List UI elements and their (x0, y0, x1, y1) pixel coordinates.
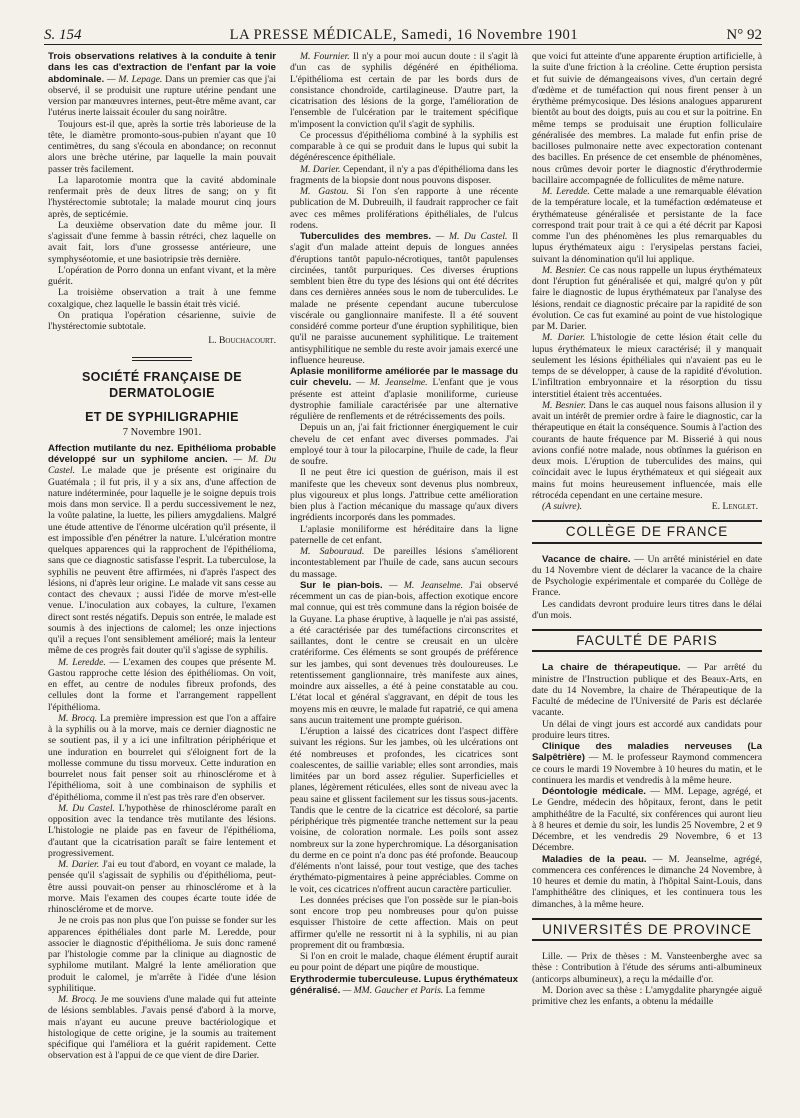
paragraph: que voici fut atteinte d'une apparente éruption artificielle, à la suite d'une friction à la créoline. Cette éruption persista et fut suivie de démangeaisons vives, d'un certain degré d'œdème et de tuméfaction qui nous firent penser à un érythème prémycosique. Des lésions analogues apparurent bientôt au bout des doigts, puis au cou et sur la poitrine. En même temps se produisait une éruption folliculaire généralisée des membres. La malade fut enfin prise de bacilloses pulmonaire nette avec expectoration contenant des bacilles. En présence de cet ensemble de phénomènes, nous crûmes devoir porter le diagnostic d'érythrodermie bacillaire accompagnée de folliculites de même nature. (532, 51, 762, 186)
speaker: M. Besnier. (542, 264, 587, 276)
society-heading-1: SOCIÉTÉ FRANÇAISE DE DERMATOLOGIE (81, 369, 243, 400)
paragraph: Lille. — Prix de thèses : M. Vansteenberghe avec sa thèse : Contribution à l'étude des sérums anti-albumineux (anticorps albumineux), a reçu la médaille d'or. (532, 951, 762, 985)
paragraph: J'ai eu tout d'abord, en voyant ce malade, la pensée qu'il s'agissait de syphilis ou d'épithélioma, peut-être aussi pouvait-on penser au rhinosclérome et à la morve. Mais l'examen des coupes écarte toute idée de rhinosclérome et de morve. (48, 859, 276, 915)
paragraph: La femme (445, 984, 485, 996)
article-title: Affection mutilante du nez. Epithélioma probable développé sur un syphilome ancien. (48, 442, 276, 465)
speaker: M. Brocq. (58, 994, 98, 1005)
article-author: — M. Du Castel. (48, 454, 276, 477)
speaker: M. Leredde. (542, 186, 590, 197)
signature: L. Bouchacourt. (208, 335, 276, 347)
paragraph: Ce processus d'épithélioma combiné à la syphilis est comparable à ce qui se produit dans le lupus qui subit la dégénérescence épithéliale. (290, 129, 518, 164)
paragraph: Si l'on en croit le malade, chaque élément éruptif aurait eu pour point de départ une piqûre de moustique. (290, 951, 518, 974)
column-1: Trois observations relatives à la conduite à tenir dans les cas d'extraction de l'enfant par la voie abdominale. — M. Lepage. Dans un premier cas que j'ai observé, il se produisit une rupture utérine pendant une version par manœuvres internes, peut-être même avant, car l'utérus inerte laissait écouler du sang noirâtre. Toujours est-il que, après la sortie très laborieuse de la tête, le diamètre promonto-sous-pubien n'ayant que 10 centimètres, du sang s'écoula en abondance; on reconnut alors une brèche utérine, par laquelle la main pouvait passer très facilement. La laparotomie montra que la cavité abdominale renfermait près de deux litres de sang; on y fit l'hystérectomie subtotale; la malade mourut cinq jours après, de septicémie. La deuxième observation date du même jour. Il s'agissait d'une femme à bassin rétréci, chez laquelle on avait fait, lors d'une grossesse antérieure, une symphyséotomie, et une basiotripsie très dernière. L'opération de Porro donna un enfant vivant, et la mère guérit. La troisième observation a trait à une femme coxalgique, chez laquelle le bassin était très vicié. On pratiqua l'opération césarienne, suivie de l'hystérectomie subtotale. L. Bouchacourt. SOCIÉTÉ FRANÇAISE DE DERMATOLOGIE ET DE SYPHILIGRAPHIE 7 Novembre 1901. Affection mutilante du nez. Epithélioma probable développé sur un syphilome ancien. — M. Du Castel. Le malade que je présente est originaire du Guatémala ; il fut pris, il y a six ans, d'une affection de nature indéterminée, pour laquelle je le soigne depuis trois mois dans mon service. Il a perdu successivement le nez, la voûte palatine, la luette, les piliers amygdaliens. Malgré une étude attentive de l'énorme ulcération qu'il présente, il est impossible d'en pénétrer la nature. L'ulcération montre quelques apparences qui la rapprochent de l'épithélioma, sans que ce diagnostic satisfasse l'esprit. La tuberculose, la syphilis ne peuvent être affirmées, ni d'après l'aspect des lésions, ni d'après leur origine. Le malade vit sans cesse au contact des chevaux ; aussi l'idée de morve m'est-elle venue. L'inoculation aux cobayes, la culture, l'examen direct sont restés négatifs. Depuis son entrée, le malade est soumis à des injections de calomel; les onze injections qu'il a reçues l'ont sensiblement amélioré; mais la lenteur même de ces progrès fait douter qu'il s'agisse de syphilis. M. Leredde. — L'examen des coupes que présente M. Gastou rapproche cette lésion des épithéliomas. On voit, en effet, au centre de nodules fibreux profonds, des cellules dont la forme et l'arrangement rappellent l'épithélioma. M. Brocq. La première impression est que l'on a affaire à la syphilis ou à la morve, mais ce dernier diagnostic ne se soutient pas, il y a ici une infiltration périphérique et une induration en bourrelet qui s'éloignent fort de la mollesse commune du tissu morveux. Cette induration en bourrelet nous fait penser soit au rhinosclérome et à l'épithélioma, soit à une combinaison de syphilis et d'épithélioma, comme il n'est pas très rare d'en observer. M. Du Castel. L'hypothèse de rhinosclérome paraît en opposition avec la tendance très mutilante des lésions. L'histologie ne plaide pas en faveur de l'épithélioma, d'autant que la cicatrisation paraît se faire lentement et progressivement. M. Darier. J'ai eu tout d'abord, en voyant ce malade, la pensée qu'il s'agissait de syphilis ou d'épithélioma, peut-être aussi pouvait-on penser au rhinosclérome et à la morve. Mais l'examen des coupes écarte toute idée de rhinosclérome et de morve. Je ne crois pas non plus que l'on puisse se fonder sur les apparences épithéliales dont parle M. Leredde, pour associer le diagnostic d'épithélioma. Je suis donc ramené par l'histologie comme par la clinique au diagnostic de syphilome mutilant. Malgré la lente amélioration que produit le calomel, je m'arrête à l'idée d'une lésion syphilitique. M. Brocq. Je me souviens d'une malade qui fut atteinte de lésions semblables. J'avais pensé d'abord à la morve, mais n'ayant eu aucune preuve bactériologique et histologique de cette origine, je la soumis au traitement spécifique qui l'améliora et la guérit rapidement. Cette observation est à l'appui de ce que vient de dire Darier. (48, 51, 276, 1062)
paragraph: La première impression est que l'on a affaire à la syphilis ou à la morve, mais ce dernier diagnostic ne se soutient pas, il y a ici une infiltration périphérique et une induration en bourrelet qui s'éloignent fort de la mollesse commune du tissu morveux. Cette induration en bourrelet nous fait penser soit au rhinosclérome et à l'épithélioma, soit à une combinaison de syphilis et d'épithélioma, comme il n'est pas très rare d'en observer. (48, 712, 276, 803)
article-title: Erythrodermie tuberculeuse. Lupus érythémateux généralisé. (290, 973, 518, 996)
obs-author: — M. Lepage. (106, 73, 163, 85)
page-number: S. 154 (44, 27, 82, 43)
notice-title: Clinique des maladies nerveuses (La Salpêtrière) (532, 741, 762, 764)
paragraph: Le malade que je présente est originaire du Guatémala ; il fut pris, il y a six ans, d'une affection de nature indéterminée, pour laquelle je le soigne depuis trois mois dans mon service. Il a perdu successivement le nez, la voûte palatine, la luette, les piliers amygdaliens. Malgré une étude attentive de l'énorme ulcération qu'il présente, il est impossible d'en pénétrer la nature. L'ulcération montre quelques apparences qui la rapprochent de l'épithélioma, sans que ce diagnostic satisfasse l'esprit. La tuberculose, la syphilis ne peuvent être affirmées, ni d'après l'aspect des lésions, ni d'après leur origine. Le malade vit sans cesse au contact des chevaux ; aussi l'idée de morve m'est-elle venue. L'inoculation aux cobayes, la culture, l'examen direct sont restés négatifs. Depuis son entrée, le malade est soumis à des injections de calomel; les onze injections qu'il a reçues l'ont sensiblement amélioré; mais la lenteur même de ces progrès fait douter qu'il s'agisse de syphilis. (48, 465, 276, 657)
notice-title: Déontologie médicale. (542, 786, 646, 797)
paragraph: Il n'y a pour moi aucun doute : il s'agit là d'un cas de syphilis dégénéré en épithélioma. L'épithélioma est certain de par les bords durs de consistance chondroïde, cartilagineuse. D'autre part, la cicatrisation des lésions de la gorge, l'amélioration de l'ensemble de l'ulcération par le traitement spécifique m'imposent la conviction qu'il s'agit de syphilis. (290, 51, 518, 130)
paragraph: Il s'agit d'un malade atteint depuis de longues années d'éruptions tantôt papulo-nécrotiques, tantôt papulenses circinées, tantôt purpuriques. Ces diverses éruptions semblent bien être du type des lésions qui ont été décrites dans ces dernières années sous le nom de tuberculides. Le malade ne présente cependant aucune tuberculose viscérale ou ganglionnaire manifeste. Il a été souvent considéré comme porteur d'une éruption syphilitique, bien qu'il ne paraisse aucunement syphilitique. Le traitement antisyphilitique ne semble du reste avoir jamais exercé une influence heureuse. (290, 231, 518, 366)
paragraph: La deuxième observation date du même jour. Il s'agissait d'une femme à bassin rétréci, chez laquelle on avait fait, lors d'une grossesse antérieure, une symphyséotomie, et une basiotripsie très dernière. (48, 219, 276, 265)
notice-title: Vacance de chaire. (542, 553, 631, 565)
speaker: M. Du Castel. (58, 802, 115, 814)
paragraph: L'examen des coupes que présente M. Gastou rapproche cette lésion des épithéliomas. On voit, en effet, au centre de nodules fibreux profonds, des cellules dont la forme et l'arrangement rappellent l'épithélioma. (48, 656, 276, 713)
speaker: M. Darier. (58, 859, 100, 870)
paragraph: Il ne peut être ici question de guérison, mais il est manifeste que les cheveux sont devenus plus nombreux, plus vigoureux et plus longs. J'attribue cette amélioration bien plus à l'action mécanique du massage qu'aux divers ingrédients incorporés dans les pommades. (290, 467, 518, 524)
paragraph: — Par arrêté du ministre de l'Instruction publique et des Beaux-Arts, en date du 14 Novembre, la chaire de Thérapeutique de la Faculté de médecine de l'Université de Paris est déclarée vacante. (532, 662, 762, 719)
to-be-continued: (A suivre). (542, 501, 583, 512)
notice-title: La chaire de thérapeutique. (542, 662, 681, 674)
paragraph: L'éruption a laissé des cicatrices dont l'aspect diffère suivant les régions. Sur les jambes, où les ulcérations ont été nombreuses et profondes, les cicatrices sont coalescentes, de saillie variable; elles sont arrondies, mais limitées par un bord assez régulier. Superficielles et planes, légèrement réticulées, elles sont de niveau avec la peau saine et glissent facilement sur les tissus sous-jacents. Tandis que le centre de la cicatrice est décoloré, sa partie périphérique très pigmentée tranche nettement sur la peau voisine, de coloration normale. Les poils sont assez nombreux sur la zone hyperchromique. La désorganisation du derme en ce point n'a donc pas été profonde. Beaucoup d'éléments n'ont laissé, pour tout vestige, que des taches érythémato-pigmentaires à peine appréciables. Comme on le voit, ces cicatrices n'offrent aucun caractère particulier. (290, 726, 518, 895)
paragraph: Je ne crois pas non plus que l'on puisse se fonder sur les apparences épithéliales dont parle M. Leredde, pour associer le diagnostic d'épithélioma. Je suis donc ramené par l'histologie comme par la clinique au diagnostic de syphilome mutilant. Malgré la lente amélioration que produit le calomel, je m'arrête à l'idée d'une lésion syphilitique. (48, 915, 276, 994)
paragraph: L'histologie de cette lésion était celle du lupus érythémateux le mieux caractérisé; il y manquait seulement les lésions épithéliales qui n'avaient pas eu le temps de se développer, à cause de la rapidité d'évolution. L'infiltration embryonnaire et la résorption du tissu interstitiel étaient très accentuées. (532, 332, 762, 400)
paragraph: L'enfant que je vous présente est atteint d'aplasie moniliforme, curieuse dystrophie familiale caractérisée par une alternative régulière de renflements et de rétrécissements des poils. (290, 377, 518, 422)
paragraph: — Un arrêté ministériel en date du 14 Novembre vient de déclarer la vacance de la chaire de Psychologie expérimentale et comparée du Collège de France. (532, 553, 762, 599)
paragraph: La laparotomie montra que la cavité abdominale renfermait près de deux litres de sang; on y fit l'hystérectomie subtotale; la malade mourut cinq jours après, de septicémie. (48, 174, 276, 220)
paragraph: De pareilles lésions s'améliorent incontestablement par l'huile de cade, sans aucun secours du massage. (290, 546, 518, 580)
paragraph: Les candidats devront produire leurs titres dans le délai d'un mois. (532, 598, 762, 621)
speaker: M. Darier. (300, 163, 341, 175)
article-columns (48, 51, 762, 1111)
article-title: Sur le pian-bois. (300, 579, 383, 591)
notice-title: Maladies de la peau. (542, 853, 647, 865)
article-author: — M. Jeanselme. (388, 579, 464, 591)
section-heading-college: COLLÈGE DE FRANCE (532, 520, 762, 543)
paragraph: J'ai observé récemment un cas de pian-bois, affection exotique encore mal connue, qui est très commune dans la région boisée de la Guyane. La phase éruptive, à laquelle je n'ai pas assisté, a été caractérisée par des tuméfactions circonscrites et saillantes, dont le centre se creusait en un ulcère cratériforme. Ces éléments se sont groupés de préférence sur les jambes, qui sont devenues très douloureuses. Le retentissement ganglionnaire, très manifeste aux aines, moindre aux aisselles, a été à peine constatable au cou. L'état local et général s'aggravant, en dépit de tous les moyens mis en œuvre, le malade fut rapatrié, ce qui amena sans aucun traitement une prompte guérison. (290, 579, 518, 726)
column-2 (290, 51, 518, 1111)
speaker: M. Besnier. (542, 399, 586, 411)
session-date: 7 Novembre 1901. (122, 426, 202, 438)
paragraph: — M. le professeur Raymond commencera ce cours le mardi 19 Novembre à 10 heures du matin, et le continuera les mardis et vendredis à la même heure. (532, 752, 762, 786)
paragraph: — M. Jeanselme, agrégé, commencera ces conférences le dimanche 24 Novembre, à 10 heures et demie du matin, à l'hôpital Saint-Louis, dans l'amphithéâtre des cliniques, et les continuera tous les dimanches, à la même heure. (532, 853, 762, 910)
signature-line (532, 501, 762, 512)
paragraph: M. Dorion avec sa thèse : L'amygdalite pharyngée aiguë primitive chez les enfants, a obtenu la médaille (532, 984, 762, 1007)
signature: E. Lenglet. (711, 501, 758, 512)
paragraph: Toujours est-il que, après la sortie très laborieuse de la tête, le diamètre promonto-sous-pubien n'ayant que 10 centimètres, du sang s'écoula en abondance; on reconnut alors une brèche utérine, par laquelle la main pouvait passer très facilement. (48, 118, 276, 175)
paragraph: — MM. Lepage, agrégé, et Le Gendre, médecin des hôpitaux, feront, dans le petit amphithéâtre de la Faculté, six conférences qui auront lieu à 8 heures et demie du soir, les lundis 25 Novembre, 2 et 9 Décembre, et les vendredis 29 Novembre, 6 et 13 Décembre. (532, 786, 762, 854)
newspaper-title: LA PRESSE MÉDICALE, Samedi, 16 Novembre 1901 (229, 27, 579, 43)
society-heading-2: ET DE SYPHILIGRAPHIE (85, 409, 239, 424)
paragraph: On pratiqua l'opération césarienne, suivie de l'hystérectomie subtotale. (48, 309, 276, 332)
article-author: — M. Jeanselme. (356, 377, 428, 389)
article-author: — MM. Gaucher et Paris. (342, 984, 444, 996)
paragraph: L'opération de Porro donna un enfant vivant, et la mère guérit. (48, 264, 276, 287)
paragraph: Ce cas nous rappelle un lupus érythémateux dont l'éruption fut généralisée et qui, malgré qu'on y pût faire le diagnostic de lupus érythémateux par l'analyse des lésions, rendait ce diagnostic précaire par la rapidité de son évolution. Ce cas fut examiné au point de vue histologique par M. Darier. (532, 264, 762, 332)
section-heading-universites: UNIVERSITÉS DE PROVINCE (532, 918, 762, 941)
speaker: M. Sabouraud. (300, 546, 365, 557)
article-author: — M. Du Castel. (435, 231, 508, 242)
paragraph: La troisième observation a trait à une femme coxalgique, chez laquelle le bassin était très vicié. (48, 287, 276, 310)
speaker: M. Brocq. (58, 712, 98, 724)
section-heading-faculte: FACULTÉ DE PARIS (532, 629, 762, 652)
column-3 (532, 51, 762, 1111)
paragraph: Un délai de vingt jours est accordé aux candidats pour produire leurs titres. (532, 718, 762, 741)
issue-number: N° 92 (726, 27, 762, 43)
masthead (44, 10, 762, 45)
article-title: Aplasie moniliforme améliorée par le massage du cuir chevelu. (290, 366, 518, 389)
paragraph: Je me souviens d'une malade qui fut atteinte de lésions semblables. J'avais pensé d'abord à la morve, mais n'ayant eu aucune preuve bactériologique et histologique de cette origine, je la soumis au traitement spécifique qui l'améliora et la guérit rapidement. Cette observation est à l'appui de ce que vient de dire Darier. (48, 994, 276, 1062)
paragraph: L'hypothèse de rhinosclérome paraît en opposition avec la tendance très mutilante des lésions. L'histologie ne plaide pas en faveur de l'épithélioma, d'autant que la cicatrisation paraît se faire lentement et progressivement. (48, 802, 276, 859)
obs-title: Trois observations relatives à la conduite à tenir dans les cas d'extraction de l'enfant par la voie abdominale. (48, 51, 276, 85)
paragraph: Les données précises que l'on possède sur le pian-bois sont encore trop peu nombreuses pour qu'on puisse esquisser l'histoire de cette affection. Mais on peut affirmer qu'elle ne ressortit ni à la syphilis, ni au pian proprement dit ou frambœsia. (290, 894, 518, 951)
speaker: M. Gastou. (300, 186, 349, 197)
speaker: M. Fournier. (300, 51, 350, 62)
paragraph: Depuis un an, j'ai fait frictionner énergiquement le cuir chevelu de cet enfant avec diverses pommades. J'ai employé tour à tour la pilocarpine, l'huile de cade, la fleur de soufre. (290, 422, 518, 467)
paragraph: Dans le cas auquel nous faisons allusion il y avait un intérêt de premier ordre à faire le diagnostic, car la thérapeutique en était la conséquence. Soumis à l'action des courants de haute fréquence par M. Bisserié à qui nous avions confié notre malade, nous obtînmes la guérison en deux mois. L'éruption de tuberculides des mains, qui coïncidait avec le lupus érythémateux et qui siégeait aux mains fut moins heureusement influencée, mais elle rétrocéda cependant en une certaine mesure. (532, 399, 762, 501)
paragraph: L'aplasie moniliforme est héréditaire dans la ligne paternelle de cet enfant. (290, 523, 518, 546)
paragraph: Cette malade a une remarquable élévation de la température locale, et la tuméfaction œdémateuse et érythémateuse généralisée et persistante de la face correspond trait pour trait à ce qui a été décrit par Kaposi comme l'un des phénomènes les plus remarquables du lupus érythémateux aigu : l'erysipelas perstans faciei, suivant la dénomination qu'il lui applique. (532, 186, 762, 265)
paragraph: Cependant, il n'y a pas d'épithélioma dans les fragments de la biopsie dont nous pouvons disposer. (290, 163, 518, 186)
divider (132, 357, 192, 361)
speaker: M. Leredde. (58, 656, 106, 668)
paragraph: Dans un premier cas que j'ai observé, il se produisit une rupture utérine pendant une version par manœuvres internes, peut-être même avant, car l'utérus inerte laissait écouler du sang noirâtre. (48, 73, 276, 119)
paragraph: Si l'on s'en rapporte à une récente publication de M. Dubreuilh, il faudrait rapprocher ce fait avec ces mêmes proliférations épithéliales, de l'ulcus rodens. (290, 186, 518, 231)
article-title: Tuberculides des membres. (300, 231, 432, 242)
speaker: M. Darier. (542, 332, 586, 344)
